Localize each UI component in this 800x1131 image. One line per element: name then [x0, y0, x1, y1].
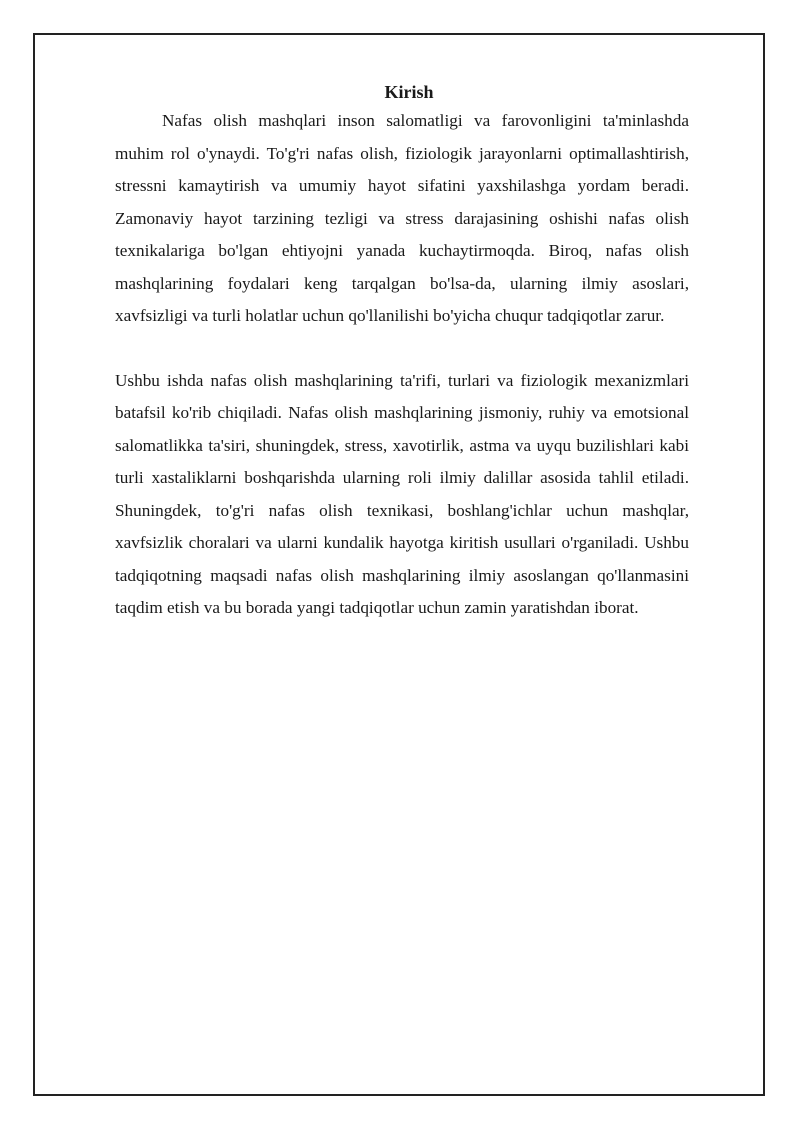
paragraph-spacer [115, 333, 689, 365]
document-body [115, 79, 689, 625]
page-border [33, 33, 765, 1096]
document-title: Kirish [384, 82, 434, 102]
paragraph-scope: Ushbu ishda nafas olish mashqlarining ta'rifi, turlari va fiziologik mexanizmlari batafsil ko'rib chiqiladi. Nafas olish mashqlarining jismoniy, ruhiy va emotsional salomatlikka ta'siri, shuningdek, stress, xavotirlik, astma va uyqu buzilishlari kabi turli xastaliklarni boshqarishda ularning roli ilmiy dalillar asosida tahlil etiladi. Shuningdek, to'g'ri nafas olish texnikasi, boshlang'ichlar uchun mashqlar, xavfsizlik choralari va ularni kundalik hayotga kiritish usullari o'rganiladi. Ushbu tadqiqotning maqsadi nafas olish mashqlarining ilmiy asoslangan qo'llanmasini taqdim etish va bu borada yangi tadqiqotlar uchun zamin yaratishdan iborat. [115, 370, 689, 617]
paragraph-intro: Nafas olish mashqlari inson salomatligi va farovonligini ta'minlashda muhim rol o'ynaydi. To'g'ri nafas olish, fiziologik jarayonlarni optimallashtirish, stressni kamaytirish va umumiy hayot sifatini yaxshilashga yordam beradi. Zamonaviy hayot tarzining tezligi va stress darajasining oshishi nafas olish texnikalariga bo'lgan ehtiyojni yanada kuchaytirmoqda. Biroq, nafas olish mashqlarining foydalari keng tarqalgan bo'lsa-da, ularning ilmiy asoslari, xavfsizligi va turli holatlar uchun qo'llanilishi bo'yicha chuqur tadqiqotlar zarur. [115, 111, 689, 325]
